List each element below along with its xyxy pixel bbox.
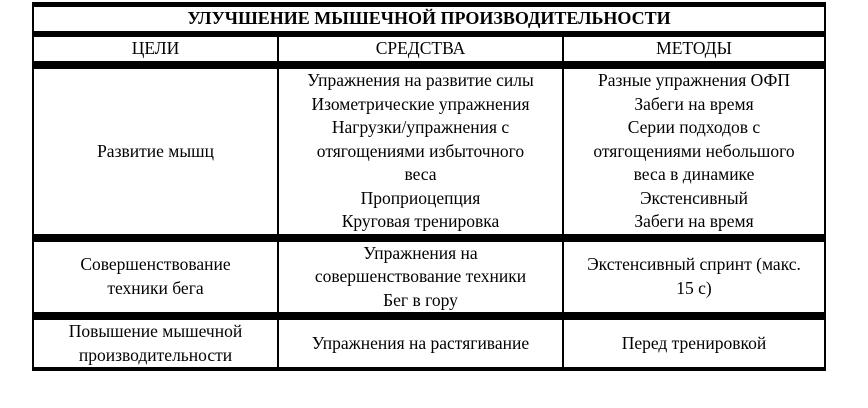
methods-text: Забеги на время bbox=[634, 211, 754, 231]
table-row bbox=[33, 65, 825, 238]
methods-cell bbox=[563, 238, 825, 317]
means-text: Упражнения на растягивание bbox=[311, 332, 530, 353]
means-text: Проприоцепция bbox=[360, 187, 481, 208]
methods-text: отягощениями небольшого bbox=[593, 140, 795, 161]
methods-cell bbox=[563, 65, 825, 238]
means-text: Упражнения на развитие силы bbox=[307, 70, 534, 90]
table-header-row bbox=[33, 34, 825, 65]
means-text: Изометрические упражнения bbox=[311, 93, 530, 114]
means-text: Бег в гору bbox=[383, 289, 458, 310]
goal-cell bbox=[33, 238, 278, 317]
means-text: отягощениями избыточного bbox=[316, 140, 525, 161]
goal-text: Совершенствование bbox=[80, 254, 231, 275]
methods-text: 15 с) bbox=[676, 277, 712, 298]
methods-text: Экстенсивный спринт (макс. bbox=[587, 254, 801, 275]
goal-text: техники бега bbox=[107, 277, 204, 298]
methods-text: веса в динамике bbox=[633, 164, 755, 184]
table-row bbox=[33, 238, 825, 317]
means-text: Нагрузки/упражнения с bbox=[331, 117, 510, 137]
means-text: совершенствование техники bbox=[314, 266, 527, 286]
methods-text: Разные упражнения ОФП bbox=[597, 70, 790, 90]
header-goals: ЦЕЛИ bbox=[33, 34, 278, 65]
means-text: веса bbox=[404, 164, 437, 184]
methods-text: Серии подходов с bbox=[627, 117, 761, 137]
table-row bbox=[33, 316, 825, 369]
methods-text: Перед тренировкой bbox=[621, 332, 767, 353]
header-methods: МЕТОДЫ bbox=[563, 34, 825, 65]
means-cell bbox=[278, 238, 563, 317]
methods-text: Забеги на время bbox=[634, 93, 754, 114]
goal-text: Развитие мышц bbox=[97, 140, 214, 161]
means-cell bbox=[278, 65, 563, 238]
means-text: Круговая тренировка bbox=[341, 211, 500, 231]
table-title: УЛУЧШЕНИЕ МЫШЕЧНОЙ ПРОИЗВОДИТЕЛЬНОСТИ bbox=[33, 5, 825, 35]
muscle-performance-table bbox=[32, 2, 826, 371]
table-title-row bbox=[33, 5, 825, 35]
goal-cell bbox=[33, 316, 278, 369]
goal-text: производительности bbox=[78, 344, 233, 365]
methods-cell bbox=[563, 316, 825, 369]
means-text: Упражнения на bbox=[363, 242, 478, 263]
header-means: СРЕДСТВА bbox=[278, 34, 563, 65]
goal-text: Повышение мышечной bbox=[68, 321, 243, 341]
means-cell bbox=[278, 316, 563, 369]
methods-text: Экстенсивный bbox=[639, 187, 749, 208]
goal-cell bbox=[33, 65, 278, 238]
